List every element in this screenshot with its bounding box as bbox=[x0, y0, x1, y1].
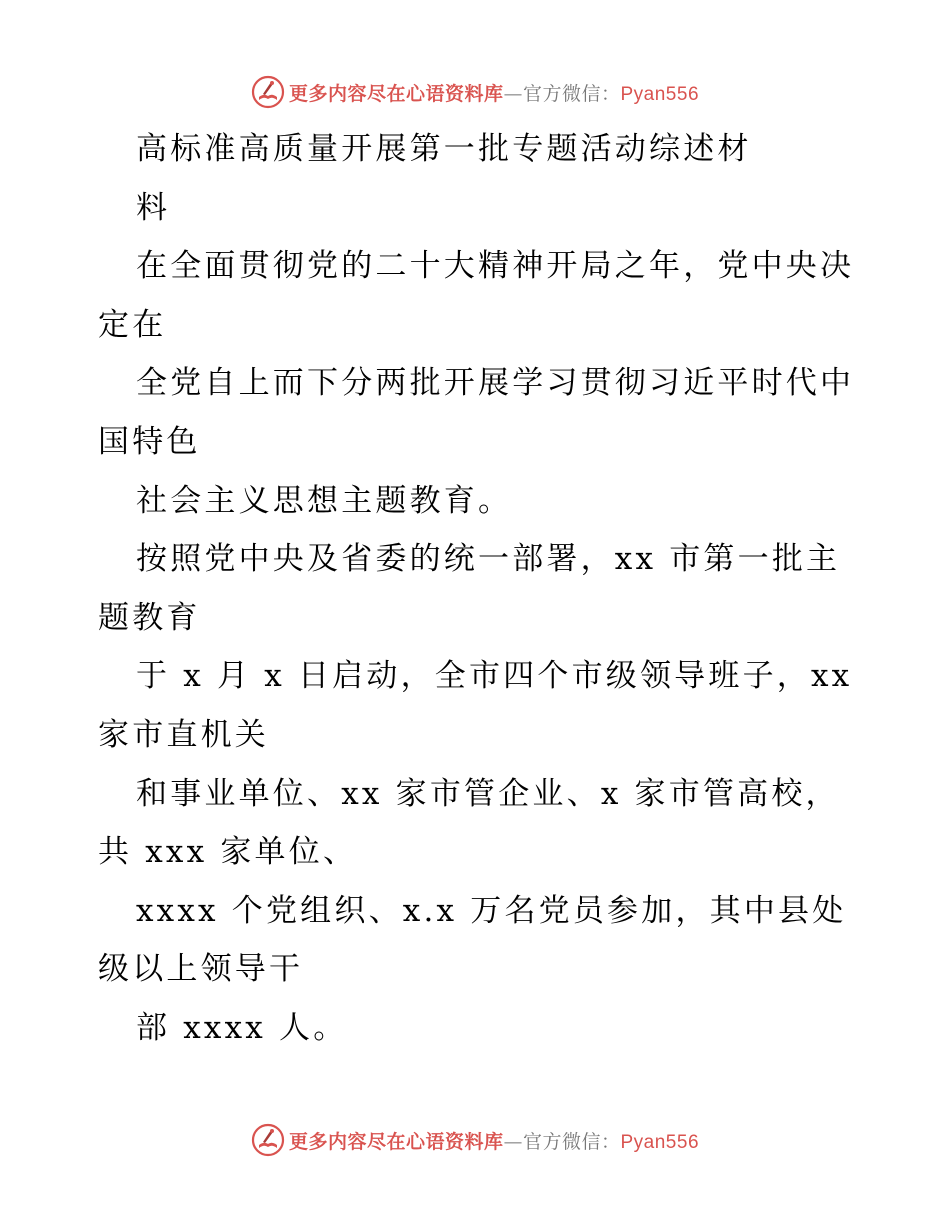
watermark-account: Pyan556 bbox=[620, 83, 700, 105]
document-line: 和事业单位、xx 家市管企业、x 家市管高校， bbox=[136, 775, 840, 812]
document-line: 家市直机关 bbox=[98, 716, 269, 753]
watermark-brand: 更多内容尽在心语资料库 bbox=[288, 82, 504, 105]
document-line: 按照党中央及省委的统一部署，xx 市第一批主 bbox=[136, 541, 841, 578]
document-line: xxxx 个党组织、x.x 万名党员参加，其中县处 bbox=[136, 892, 847, 929]
header-watermark bbox=[0, 72, 950, 112]
watermark-dash: — bbox=[503, 82, 523, 105]
watermark-label: 官方微信： bbox=[522, 82, 621, 105]
watermark-label: 官方微信： bbox=[522, 1130, 621, 1153]
document-line: 部 xxxx 人。 bbox=[136, 1009, 348, 1046]
watermark-dash: — bbox=[503, 1130, 523, 1153]
book-quill-icon bbox=[251, 75, 285, 109]
document-line: 题教育 bbox=[98, 599, 201, 636]
watermark-text bbox=[289, 79, 699, 106]
document-line: 共 xxx 家单位、 bbox=[98, 834, 358, 871]
document-line: 社会主义思想主题教育。 bbox=[136, 482, 513, 519]
watermark-text bbox=[289, 1127, 699, 1154]
document-body bbox=[98, 120, 858, 1058]
document-line: 国特色 bbox=[98, 423, 201, 460]
document-line: 级以上领导干 bbox=[98, 951, 304, 988]
document-line: 高标准高质量开展第一批专题活动综述材 bbox=[136, 131, 752, 167]
watermark-brand: 更多内容尽在心语资料库 bbox=[288, 1130, 504, 1153]
document-line: 定在 bbox=[98, 306, 167, 343]
book-quill-icon bbox=[251, 1123, 285, 1157]
document-line: 全党自上而下分两批开展学习贯彻习近平时代中 bbox=[136, 365, 855, 402]
document-line: 于 x 月 x 日启动，全市四个市级领导班子，xx bbox=[136, 658, 853, 695]
footer-watermark bbox=[0, 1120, 950, 1160]
watermark-account: Pyan556 bbox=[620, 1131, 700, 1153]
document-line: 在全面贯彻党的二十大精神开局之年，党中央决 bbox=[136, 248, 855, 285]
document-line: 料 bbox=[136, 189, 171, 226]
